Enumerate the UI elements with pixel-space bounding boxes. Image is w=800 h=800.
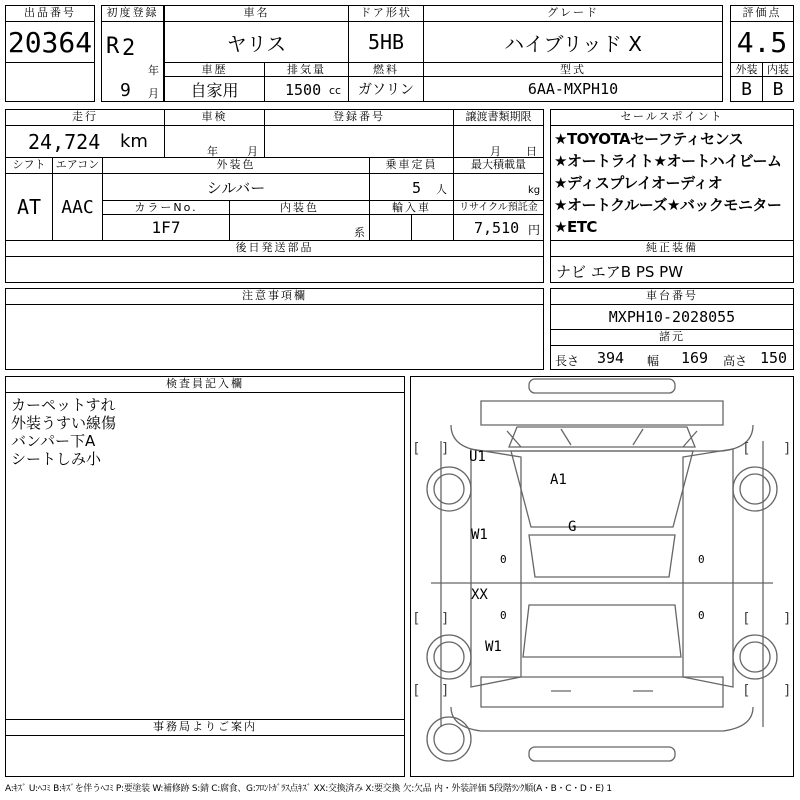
first-reg-header: 初度登録 xyxy=(101,5,164,22)
height-value: 150 xyxy=(760,349,788,367)
sales-point-3: ★ディスプレイオーディオ xyxy=(554,174,723,192)
model-header: 型式 xyxy=(423,62,723,77)
damage-w1-front: W1 xyxy=(471,527,488,543)
mileage-header: 走行 xyxy=(5,109,165,126)
damage-w1-rear: W1 xyxy=(485,639,502,655)
interior-grade: B xyxy=(762,76,794,102)
bracket-left-bottom: [ xyxy=(414,611,420,627)
ext-color: シルバー xyxy=(102,173,370,201)
exterior-header: 外装 xyxy=(730,62,763,77)
displacement-header: 排気量 xyxy=(264,62,349,77)
caution-box xyxy=(5,304,544,370)
inspector-note-1: カーペットすれ xyxy=(11,396,116,414)
bracket-left-top: [ xyxy=(414,441,420,457)
displacement-unit: cc xyxy=(329,84,342,97)
bracket-left-bottom-r: [ xyxy=(744,611,750,627)
first-reg-era: R xyxy=(106,34,120,59)
damage-u1: U1 xyxy=(469,449,486,465)
transfer-header: 譲渡書類期限 xyxy=(453,109,544,126)
capacity-box xyxy=(369,173,454,201)
grade: ハイブリッド X xyxy=(423,21,723,63)
width-value: 169 xyxy=(681,349,709,367)
inspector-note-3: バンパー下A xyxy=(11,432,96,450)
max-load-header: 最大積載量 xyxy=(453,157,544,174)
car-name-header: 車名 xyxy=(164,5,349,22)
transfer-month-unit: 月 xyxy=(490,145,501,158)
shift: AT xyxy=(5,173,53,241)
dims-header: 諸元 xyxy=(550,329,794,346)
max-load-unit: kg xyxy=(528,185,541,196)
score-header: 評価点 xyxy=(730,5,794,22)
shift-header: シフト xyxy=(5,157,53,174)
sales-points-box xyxy=(550,125,794,241)
legend: A:ｷｽﾞ U:ﾍｺﾐ B:ｷｽﾞを伴うﾍｺﾐ P:要塗装 W:補修跡 S:錆 C:腐食、G:ﾌﾛﾝﾄｶﾞﾗｽ点ｷｽﾞ XX:交換済み X:要交換 欠:欠品 内・外装評価 5段階ﾗﾝｸ順(A・B・C・D・E) 1 xyxy=(5,784,612,794)
genuine-header: 純正装備 xyxy=(550,240,794,257)
int-color-unit: 系 xyxy=(354,226,365,239)
bracket-left-tail-r: [ xyxy=(744,683,750,699)
sales-point-2: ★オートライト★オートハイビーム xyxy=(554,152,782,170)
ext-color-header: 外装色 xyxy=(102,157,370,174)
bracket-right-top: ] xyxy=(442,441,448,457)
exterior-grade: B xyxy=(730,76,763,102)
chassis-header: 車台番号 xyxy=(550,288,794,305)
recycle-header: リサイクル預託金 xyxy=(453,200,544,215)
inspector-header: 検査員記入欄 xyxy=(5,376,405,393)
first-reg-month: 9 xyxy=(120,80,131,101)
max-load-box xyxy=(453,173,544,201)
grade-header: グレード xyxy=(423,5,723,22)
int-color-box xyxy=(229,214,370,241)
height-label: 高さ xyxy=(723,354,748,368)
color-no: 1F7 xyxy=(102,214,230,241)
inspector-box xyxy=(5,392,405,720)
year-unit: 年 xyxy=(148,64,159,77)
damage-xx: XX xyxy=(471,587,488,603)
inspection-year-unit: 年 xyxy=(207,145,218,158)
later-parts-box xyxy=(5,256,544,283)
capacity-header: 乗車定員 xyxy=(369,157,454,174)
fuel: ガソリン xyxy=(348,76,424,102)
sales-point-4: ★オートクルーズ★バックモニター xyxy=(554,196,782,214)
bracket-right-top-r: ] xyxy=(784,441,790,457)
bracket-right-tail-r: ] xyxy=(784,683,790,699)
history-header: 車歴 xyxy=(164,62,265,77)
length-label: 長さ xyxy=(555,354,580,368)
inspection-month-unit: 月 xyxy=(247,145,258,158)
interior-header: 内装 xyxy=(762,62,794,77)
sales-point-1: ★TOYOTAセーフティセンス xyxy=(554,130,744,148)
first-reg-year: 2 xyxy=(122,36,136,61)
transfer-day-unit: 日 xyxy=(526,145,537,158)
bracket-left-tail: [ xyxy=(414,683,420,699)
fuel-header: 燃料 xyxy=(348,62,424,77)
lot-number: 20364 xyxy=(5,21,95,63)
score-value: 4.5 xyxy=(730,21,794,63)
recycle-box xyxy=(453,214,544,241)
displacement-value: 1500 xyxy=(285,81,322,99)
bracket-right-bottom: ] xyxy=(442,611,448,627)
inspector-note-4: シートしみ小 xyxy=(11,450,102,468)
later-parts-header: 後日発送部品 xyxy=(5,240,544,257)
capacity-unit: 人 xyxy=(436,183,447,196)
import-box-2 xyxy=(411,214,454,241)
dims-box xyxy=(550,345,794,370)
car-diagram xyxy=(410,376,794,777)
bracket-right-tail: ] xyxy=(442,683,448,699)
inspection-box xyxy=(164,125,265,158)
width-label: 幅 xyxy=(647,354,660,368)
sales-point-5: ★ETC xyxy=(554,218,597,236)
capacity-value: 5 xyxy=(412,179,422,197)
car-name: ヤリス xyxy=(164,21,349,63)
genuine-value: ナビ エアB PS PW xyxy=(556,263,684,281)
caution-header: 注意事項欄 xyxy=(5,288,544,305)
office-box xyxy=(5,735,405,777)
office-header: 事務局よりご案内 xyxy=(5,719,405,736)
model-code: 6AA-MXPH10 xyxy=(423,76,723,102)
displacement-box xyxy=(264,76,349,102)
length-value: 394 xyxy=(597,349,625,367)
month-unit: 月 xyxy=(148,87,159,100)
damage-a1: A1 xyxy=(550,472,567,488)
aircon: AAC xyxy=(52,173,103,241)
zero-1: 0 xyxy=(500,553,507,566)
transfer-box xyxy=(453,125,544,158)
zero-3: 0 xyxy=(500,609,507,622)
door-type: 5HB xyxy=(348,21,424,63)
inspector-note-2: 外装うすい線傷 xyxy=(11,414,117,432)
int-color-header: 内装色 xyxy=(229,200,370,215)
mileage-unit: km xyxy=(120,131,148,152)
first-reg-box xyxy=(101,21,164,102)
damage-g: G xyxy=(568,519,577,535)
sales-points-header: セールスポイント xyxy=(550,109,794,126)
recycle-unit: 円 xyxy=(528,223,541,237)
aircon-header: エアコン xyxy=(52,157,103,174)
bracket-right-bottom-r: ] xyxy=(784,611,790,627)
zero-2: 0 xyxy=(698,553,705,566)
car-outline-drawing xyxy=(411,377,793,776)
import-box xyxy=(369,214,412,241)
lot-header: 出品番号 xyxy=(5,5,95,22)
recycle-value: 7,510 xyxy=(474,219,520,237)
reg-number-header: 登録番号 xyxy=(264,109,454,126)
color-no-header: カラーNo. xyxy=(102,200,230,215)
lot-blank xyxy=(5,62,95,102)
chassis-number: MXPH10-2028055 xyxy=(550,304,794,330)
reg-number-box xyxy=(264,125,454,158)
import-header: 輸入車 xyxy=(369,200,454,215)
mileage-value: 24,724 xyxy=(28,130,101,154)
inspection-header: 車検 xyxy=(164,109,265,126)
bracket-left-top-r: [ xyxy=(744,441,750,457)
history: 自家用 xyxy=(164,76,265,102)
mileage-box xyxy=(5,125,165,158)
zero-4: 0 xyxy=(698,609,705,622)
genuine-box xyxy=(550,256,794,283)
door-header: ドア形状 xyxy=(348,5,424,22)
